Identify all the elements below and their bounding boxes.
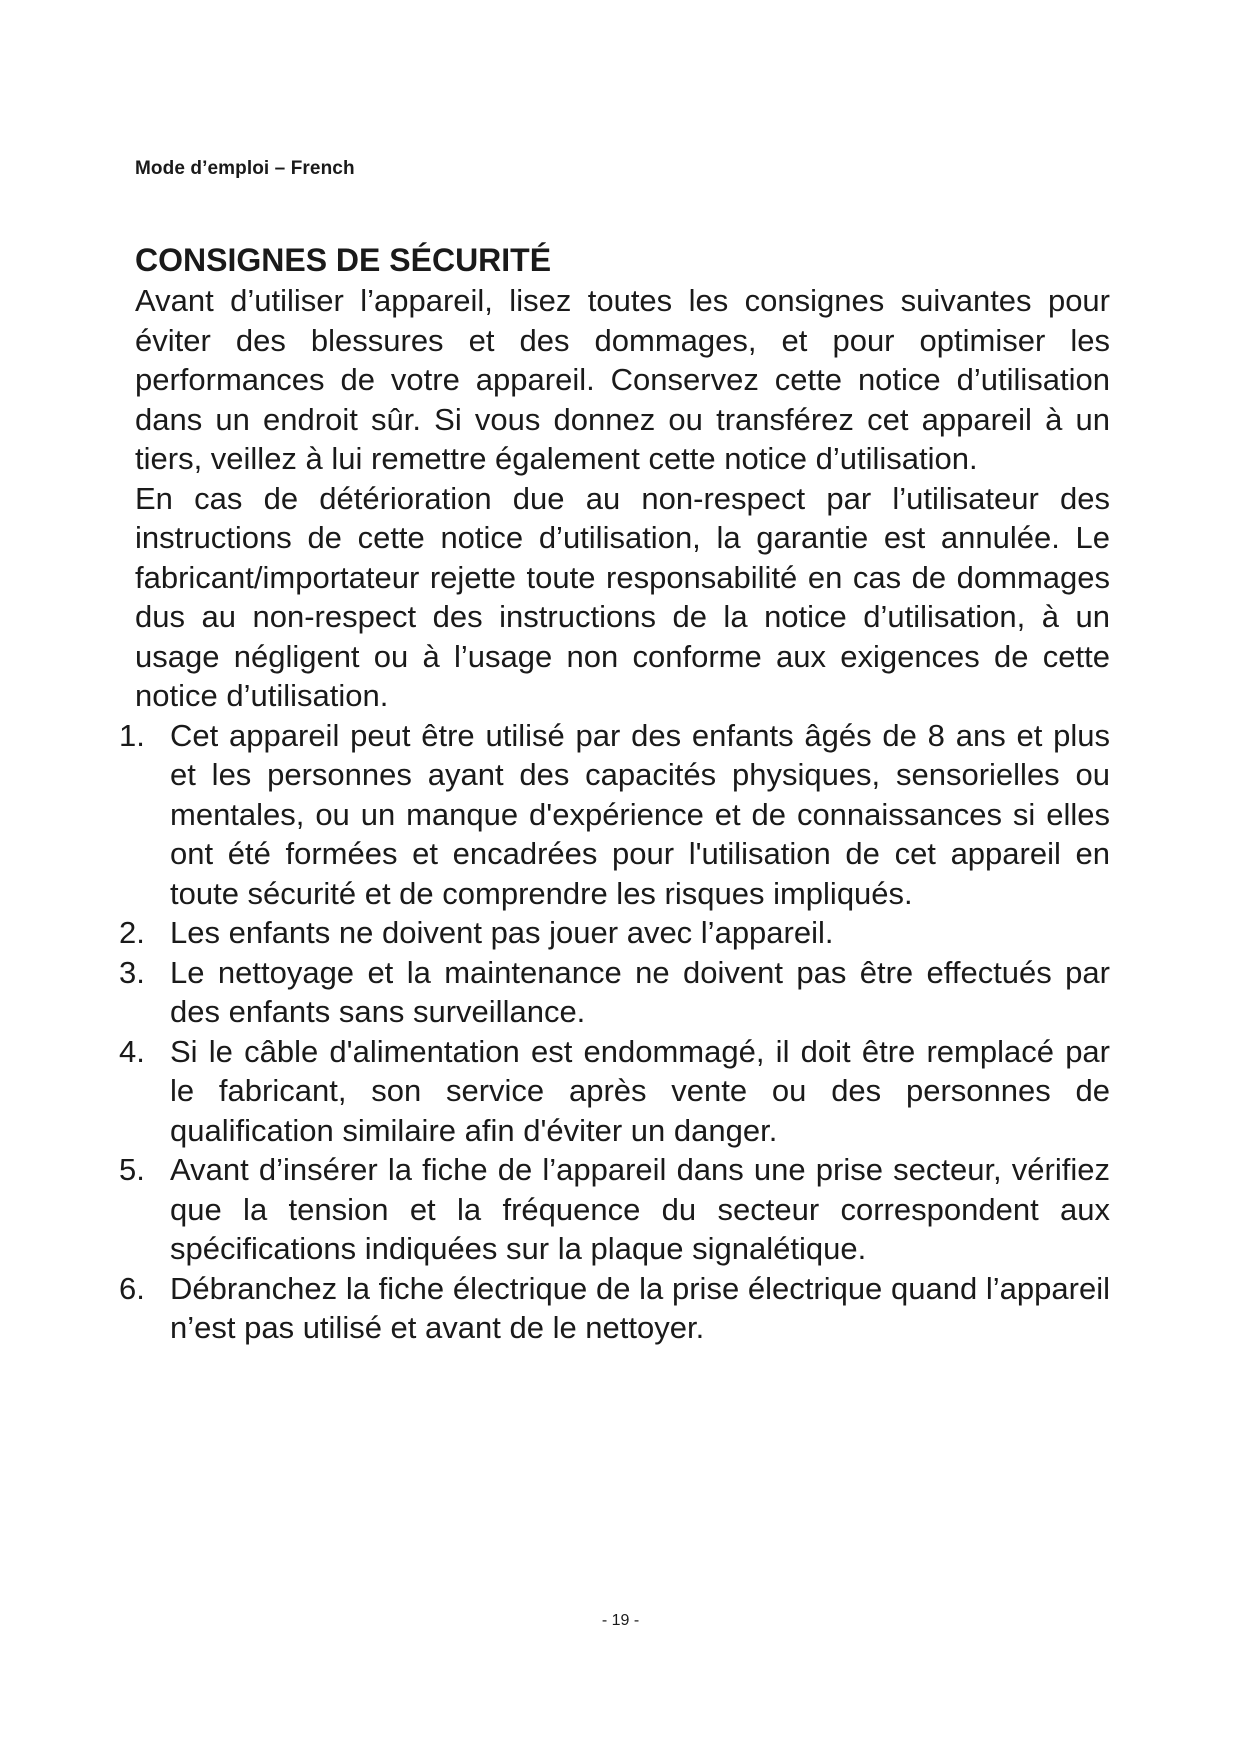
list-item-number: 4. [119, 1033, 145, 1069]
running-header: Mode d’emploi – French [135, 158, 355, 179]
list-item-number: 2. [119, 915, 145, 950]
intro-paragraph-2: En cas de détérioration due au non-respect par l’utilisateur des instructions de cette notice d’utilisation, la garantie est annulée. Le fabricant/importateur rejette toute responsabilité en cas de dommages dus au non-respect des instructions de la notice d’utilisation, à un usage négligent ou à l’usage non conforme aux exigences de cette notice d’utilisation. [135, 480, 1110, 713]
list-item [119, 716, 1110, 914]
list-item [119, 1269, 1110, 1348]
list-item-number: 1. [119, 717, 145, 753]
page-number: - 19 - [601, 1612, 640, 1629]
list-item-number: 3. [119, 954, 145, 990]
list-item-text: Les enfants ne doivent pas jouer avec l’appareil. [170, 915, 834, 950]
list-item-text: Avant d’insérer la fiche de l’appareil dans une prise secteur, vérifiez que la tension et la fréquence du secteur correspondent aux spécifications indiquées sur la plaque signalétique. [170, 1152, 1110, 1266]
list-item-text: Le nettoyage et la maintenance ne doivent pas être effectués par des enfants sans surveillance. [170, 954, 1110, 1029]
list-item-text: Si le câble d'alimentation est endommagé, il doit être remplacé par le fabricant, son service après vente ou des personnes de qualification similaire afin d'éviter un danger. [170, 1033, 1110, 1148]
list-item [119, 953, 1110, 1032]
list-item [119, 913, 1110, 953]
list-item [119, 1150, 1110, 1269]
list-item-text: Cet appareil peut être utilisé par des enfants âgés de 8 ans et plus et les personnes ayant des capacités physiques, sensorielles ou mentales, ou un manque d'expérience et de connaissances si elles ont été formées et encadrées pour l'utilisation de cet appareil en toute sécurité et de comprendre les risques impliqués. [170, 717, 1110, 911]
safety-instructions-list [119, 716, 1110, 1348]
intro-paragraph-1: Avant d’utiliser l’appareil, lisez toutes les consignes suivantes pour éviter des blessures et des dommages, et pour optimiser les performances de votre appareil. Conservez cette notice d’utilisation dans un endroit sûr. Si vous donnez ou transférez cet appareil à un tiers, veillez à lui remettre également cette notice d’utilisation. [135, 283, 1110, 476]
list-item-number: 6. [119, 1270, 145, 1306]
safety-section [119, 239, 1110, 1348]
list-item-number: 5. [119, 1152, 145, 1187]
list-item-text: Débranchez la fiche électrique de la prise électrique quand l’appareil n’est pas utilisé et avant de le nettoyer. [170, 1270, 1110, 1345]
list-item [119, 1032, 1110, 1151]
section-title: CONSIGNES DE SÉCURITÉ [135, 242, 552, 278]
